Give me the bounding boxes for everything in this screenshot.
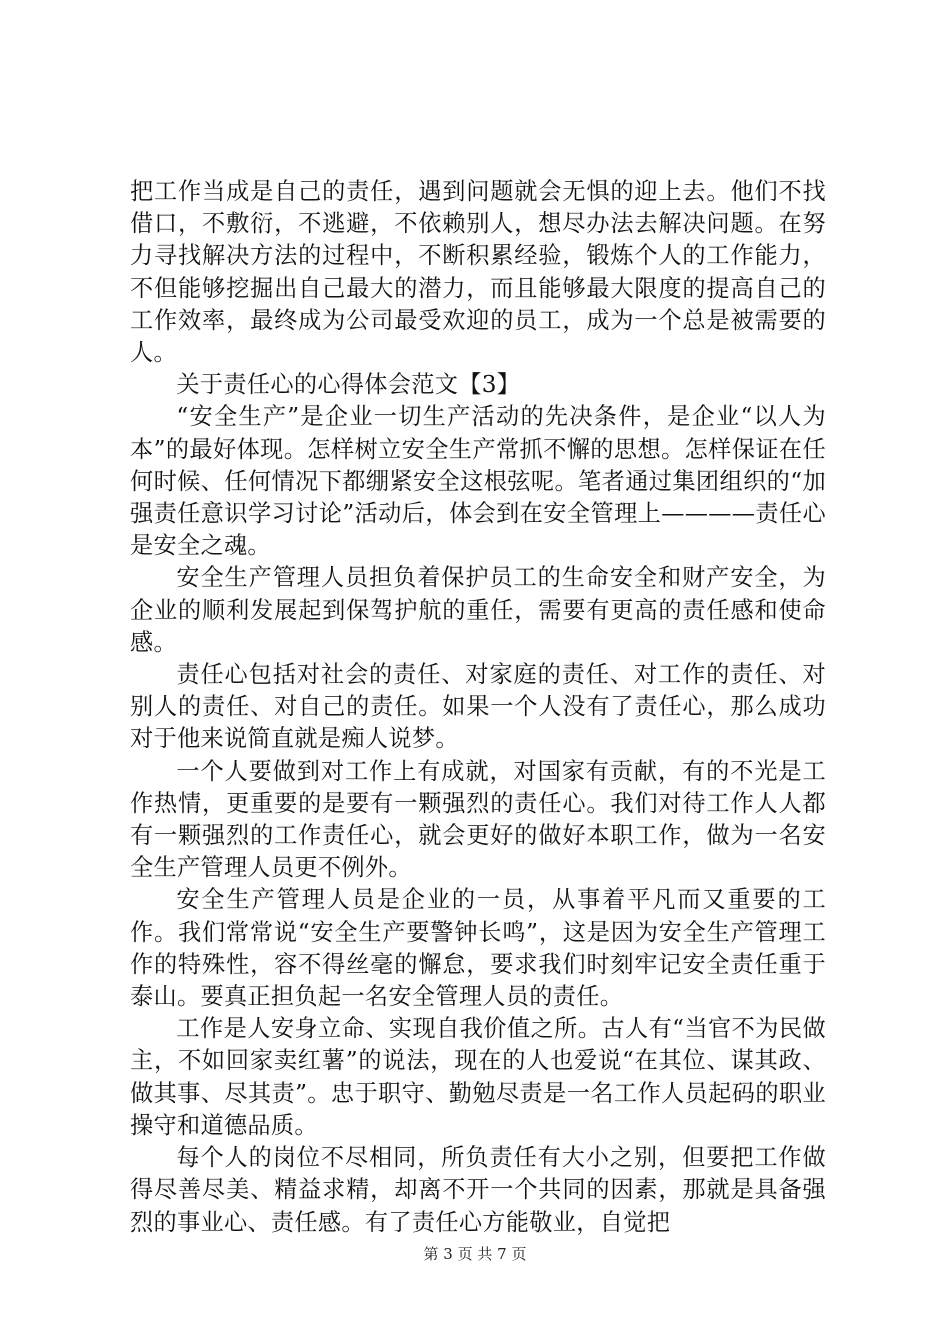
page-number-footer: 第 3 页 共 7 页 [423,1245,527,1263]
paragraph: 安全生产管理人员是企业的一员，从事着平凡而又重要的工作。我们常常说“安全生产要警钟长鸣”，这是因为安全生产管理工作的特殊性，容不得丝毫的懈怠，要求我们时刻牢记安全责任重于泰山。要真正担负起一名安全管理人员的责任。 [130,886,826,1011]
paragraph: 每个人的岗位不尽相同，所负责任有大小之别，但要把工作做得尽善尽美、精益求精，却离不开一个共同的因素，那就是具备强烈的事业心、责任感。有了责任心方能敬业，自觉把 [130,1144,826,1236]
paragraph: 工作是人安身立命、实现自我价值之所。古人有“当官不为民做主，不如回家卖红薯”的说法，现在的人也爱说“在其位、谋其政、做其事、尽其责”。忠于职守、勤勉尽责是一名工作人员起码的职业操守和道德品质。 [130,1015,826,1139]
paragraph: 责任心包括对社会的责任、对家庭的责任、对工作的责任、对别人的责任、对自己的责任。如果一个人没有了责任心，那么成功对于他来说简直就是痴人说梦。 [130,661,826,753]
paragraph: 一个人要做到对工作上有成就，对国家有贡献，有的不光是工作热情，更重要的是要有一颗强烈的责任心。我们对待工作人人都有一颗强烈的工作责任心，就会更好的做好本职工作，做为一名安全生产管理人员更不例外。 [130,757,826,882]
paragraph-continuation: 把工作当成是自己的责任，遇到问题就会无惧的迎上去。他们不找借口，不敷衍，不逃避，不依赖别人，想尽办法去解决问题。在努力寻找解决方法的过程中，不断积累经验，锻炼个人的工作能力，不但能够挖掘出自己最大的潜力，而且能够最大限度的提高自己的工作效率，最终成为公司最受欢迎的员工，成为一个总是被需要的人。 [130,178,826,367]
paragraph: 安全生产管理人员担负着保护员工的生命安全和财产安全，为企业的顺利发展起到保驾护航的重任，需要有更高的责任感和使命感。 [130,564,826,656]
document-body [130,176,826,1239]
paragraph: “安全生产”是企业一切生产活动的先决条件，是企业“以人为本”的最好体现。怎样树立安全生产常抓不懈的思想。怎样保证在任何时候、任何情况下都绷紧安全这根弦呢。笔者通过集团组织的“加强责任意识学习讨论”活动后，体会到在安全管理上————责任心是安全之魂。 [130,403,826,560]
section-heading: 关于责任心的心得体会范文【3】 [176,371,521,399]
